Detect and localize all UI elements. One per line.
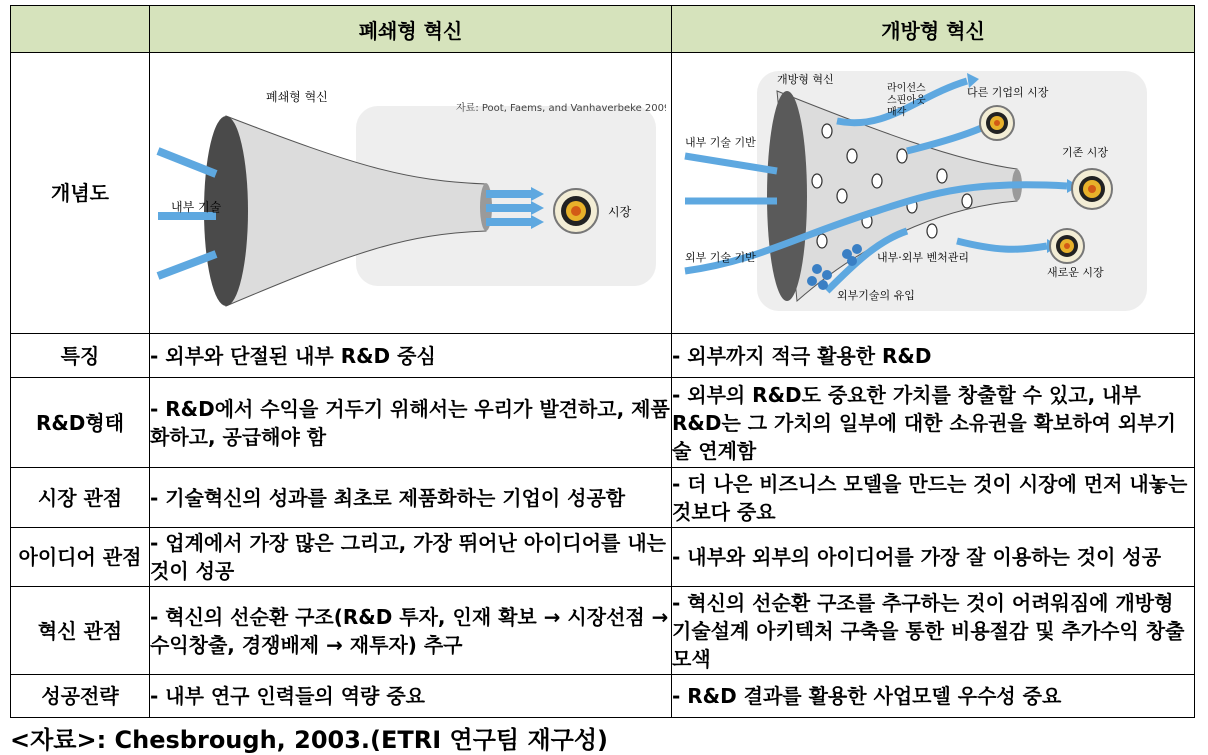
open-rd-type: - 외부의 R&D도 중요한 가치를 창출할 수 있고, 내부 R&D는 그 가치의 일부에 대한 소유권을 확보하여 외부기술 연계함 bbox=[672, 378, 1195, 468]
inflow-label: 외부기술의 유입 bbox=[837, 289, 915, 302]
open-diagram-title: 개방형 혁신 bbox=[777, 73, 834, 86]
closed-market-view: - 기술혁신의 성과를 최초로 제품화하는 기업이 성공함 bbox=[150, 468, 672, 528]
licensing-label-3: 매각 bbox=[887, 107, 907, 118]
closed-features: - 외부와 단절된 내부 R&D 중심 bbox=[150, 334, 672, 378]
header-open: 개방형 혁신 bbox=[672, 6, 1195, 53]
closed-diagram-title: 폐쇄형 혁신 bbox=[265, 90, 328, 104]
existing-market-label: 기존 시장 bbox=[1062, 146, 1109, 159]
closed-internal-tech-label: 내부 기술 bbox=[170, 200, 221, 214]
open-features: - 외부까지 적극 활용한 R&D bbox=[672, 334, 1195, 378]
closed-innovation-view: - 혁신의 선순환 구조(R&D 투자, 인재 확보 → 시장선점 → 수익창출, 경쟁배제 → 재투자) 추구 bbox=[150, 587, 672, 675]
funnel-mouth bbox=[767, 91, 807, 301]
closed-rd-type: - R&D에서 수익을 거두기 위해서는 우리가 발견하고, 제품화하고, 공급해야 함 bbox=[150, 378, 672, 468]
external-base-label: 외부 기술 기반 bbox=[685, 251, 756, 264]
open-market-view: - 더 나은 비즈니스 모델을 만드는 것이 시장에 먼저 내놓는 것보다 중요 bbox=[672, 468, 1195, 528]
closed-diagram-source: 자료: Poot, Faems, and Vanhaverbeke 2009 bbox=[455, 103, 666, 114]
internal-base-label: 내부 기술 기반 bbox=[685, 136, 756, 149]
other-market-label: 다른 기업의 시장 bbox=[967, 86, 1049, 99]
row-label-diagram: 개념도 bbox=[11, 53, 150, 334]
row-label-features: 특징 bbox=[11, 334, 150, 378]
row-label-market-view: 시장 관점 bbox=[11, 468, 150, 528]
market-target bbox=[554, 189, 598, 233]
existing-market-target bbox=[1072, 169, 1112, 209]
source-note: <자료>: Chesbrough, 2003.(ETRI 연구팀 재구성) bbox=[10, 726, 608, 754]
comparison-table bbox=[10, 5, 1195, 718]
closed-idea-view: - 업계에서 가장 많은 그리고, 가장 뛰어난 아이디어를 내는 것이 성공 bbox=[150, 528, 672, 587]
closed-innovation-diagram bbox=[150, 53, 672, 334]
open-innovation-diagram bbox=[672, 53, 1195, 334]
closed-market-label: 시장 bbox=[607, 205, 631, 219]
closed-success-strategy: - 내부 연구 인력들의 역량 중요 bbox=[150, 675, 672, 718]
closed-funnel-diagram bbox=[156, 66, 666, 316]
open-idea-view: - 내부와 외부의 아이디어를 가장 잘 이용하는 것이 성공 bbox=[672, 528, 1195, 587]
row-label-idea-view: 아이디어 관점 bbox=[11, 528, 150, 587]
venture-label: 내부·외부 벤처관리 bbox=[877, 251, 970, 264]
row-label-rd-type: R&D형태 bbox=[11, 378, 150, 468]
open-funnel-diagram bbox=[677, 61, 1189, 321]
other-market-target bbox=[980, 106, 1014, 140]
new-market-label: 새로운 시장 bbox=[1047, 266, 1104, 279]
corner-cell bbox=[11, 6, 150, 53]
header-closed: 폐쇄형 혁신 bbox=[150, 6, 672, 53]
open-success-strategy: - R&D 결과를 활용한 사업모델 우수성 중요 bbox=[672, 675, 1195, 718]
licensing-label-1: 라이선스 bbox=[887, 83, 926, 94]
open-innovation-view: - 혁신의 선순환 구조를 추구하는 것이 어려워짐에 개방형 기술설계 아키텍처 구축을 통한 비용절감 및 추가수익 창출모색 bbox=[672, 587, 1195, 675]
licensing-label-2: 스핀아웃 bbox=[887, 95, 926, 106]
new-market-target bbox=[1050, 229, 1084, 263]
row-label-success-strategy: 성공전략 bbox=[11, 675, 150, 718]
row-label-innovation-view: 혁신 관점 bbox=[11, 587, 150, 675]
outflow-arrowheads bbox=[531, 187, 544, 229]
